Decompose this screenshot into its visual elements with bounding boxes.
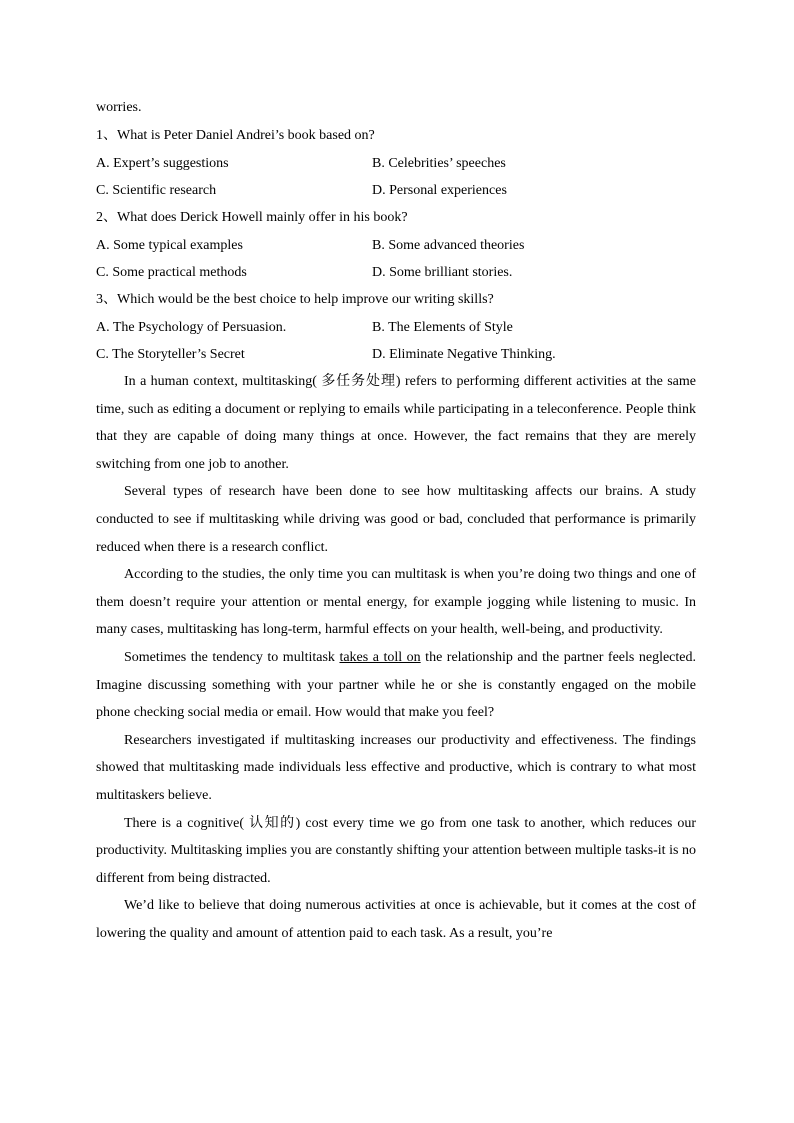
passage-paragraph-7: We’d like to believe that doing numerous activities at once is achievable, but it comes at the cost of lowering the quality and amount of attention paid to each task. As a result, you’re [96,898,696,941]
question-1 [96,122,696,204]
underlined-phrase: takes a toll on [339,649,421,665]
option-d: D. Some brilliant stories. [372,265,513,280]
reading-passage [96,368,696,947]
option-row [96,150,696,177]
option-row [96,341,696,368]
option-b: B. The Elements of Style [372,320,513,335]
option-c: C. The Storyteller’s Secret [96,347,245,362]
passage-paragraph-1: In a human context, multitasking( 多任务处理) refers to performing different activities at the same time, such as editing a document or replying to emails while participating in a teleconference. People think that they are capable of doing many things at once. However, the fact remains that they are merely switching from one job to another. [96,374,696,472]
option-row [96,177,696,204]
option-c: C. Scientific research [96,183,217,198]
option-a: A. Some typical examples [96,238,243,253]
question-2 [96,204,696,286]
option-d: D. Personal experiences [372,183,507,198]
passage-paragraph-3: According to the studies, the only time you can multitask is when you’re doing two things and one of them doesn’t require your attention or mental energy, for example jogging while listening to music. In many cases, multitasking has long-term, harmful effects on your health, well-being, and productivity. [96,567,696,638]
option-a: A. The Psychology of Persuasion. [96,320,287,335]
question-3 [96,286,696,368]
option-b: B. Celebrities’ speeches [372,156,506,171]
option-b: B. Some advanced theories [372,238,525,253]
option-d: D. Eliminate Negative Thinking. [372,347,556,362]
continuation-text: worries. [96,100,142,115]
option-row [96,259,696,286]
option-c: C. Some practical methods [96,265,247,280]
passage-paragraph-5: Researchers investigated if multitasking increases our productivity and effectiveness. The findings showed that multitasking made individuals less effective and productive, which is contrary to what most multitaskers believe. [96,732,696,803]
passage-paragraph-4 [96,644,696,727]
option-a: A. Expert’s suggestions [96,156,229,171]
question-stem: 2、What does Derick Howell mainly offer in his book? [96,210,408,225]
option-row [96,232,696,259]
passage-paragraph-2: Several types of research have been done to see how multitasking affects our brains. A study conducted to see if multitasking while driving was good or bad, concluded that performance is primarily reduced when there is a research conflict. [96,484,696,555]
question-stem: 3、Which would be the best choice to help improve our writing skills? [96,292,494,307]
option-row [96,314,696,341]
paragraph-text: Sometimes the tendency to multitask [124,649,340,665]
passage-paragraph-6: There is a cognitive( 认知的) cost every time we go from one task to another, which reduces our productivity. Multitasking implies you are constantly shifting your attention between multiple tasks-it is no different from being distracted. [96,815,696,886]
page-content [96,94,696,947]
paragraph-text: the relationship and the partner feels neglected. Imagine discussing something with your partner while he or she is constantly engaged on the mobile phone checking social media or email. How would that make you feel? [96,649,696,721]
question-stem: 1、What is Peter Daniel Andrei’s book based on? [96,128,375,143]
